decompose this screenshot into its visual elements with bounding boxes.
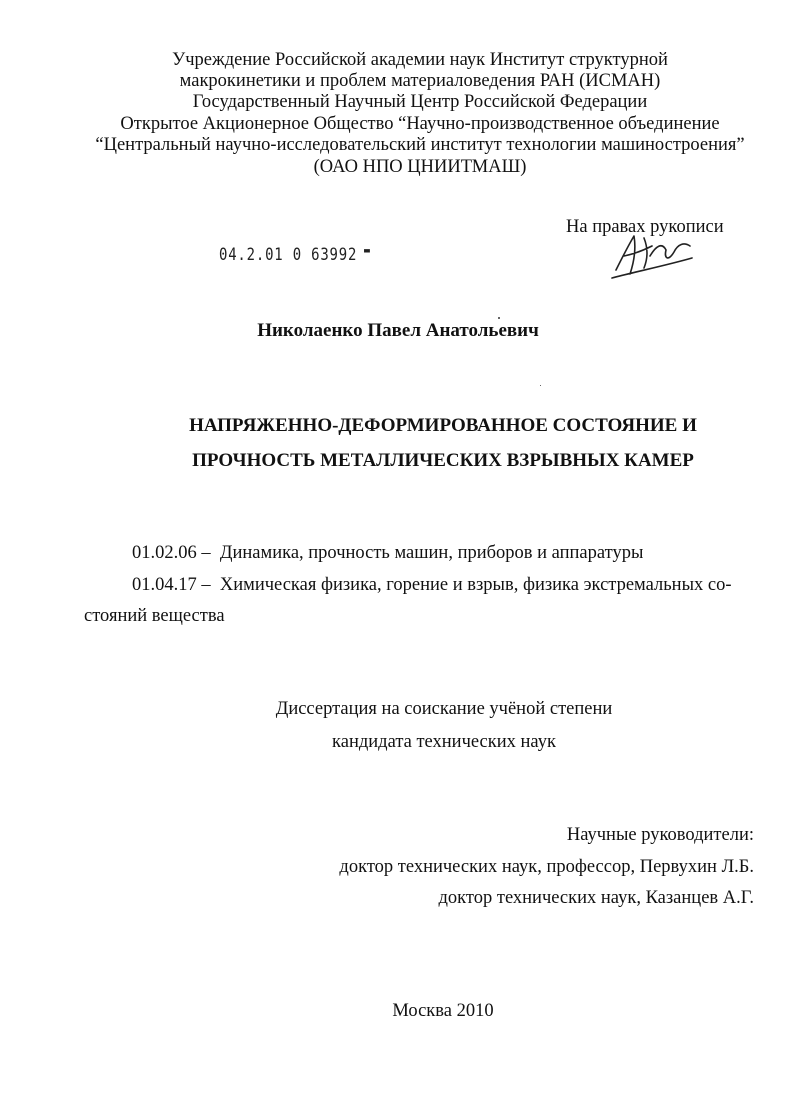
specialty-1-code: 01.02.06 – bbox=[132, 543, 211, 563]
advisors-heading: Научные руководители: bbox=[566, 825, 754, 845]
city-year: Москва 2010 bbox=[392, 1001, 494, 1021]
scan-speck bbox=[498, 317, 500, 319]
scan-speck bbox=[540, 385, 541, 386]
thesis-title-line-1: НАПРЯЖЕННО-ДЕФОРМИРОВАННОЕ СОСТОЯНИЕ И bbox=[189, 415, 697, 436]
author-name: Николаенко Павел Анатольевич bbox=[257, 320, 539, 341]
header-line-2: макрокинетики и проблем материаловедения РАН (ИСМАН) bbox=[179, 71, 661, 91]
header-line-1: Учреждение Российской академии наук Институт структурной bbox=[172, 50, 668, 70]
specialty-1-text: Динамика, прочность машин, приборов и аппаратуры bbox=[219, 543, 644, 563]
stamp-number: 04.2.01 0 63992 bbox=[219, 245, 358, 265]
header-line-5: “Центральный научно-исследовательский институт технологии машиностроения” bbox=[95, 135, 745, 155]
dissertation-line-1: Диссертация на соискание учёной степени bbox=[275, 699, 613, 719]
archive-stamp bbox=[219, 243, 371, 265]
specialty-2 bbox=[132, 575, 732, 596]
specialty-1 bbox=[132, 543, 643, 564]
advisor-1: доктор технических наук, профессор, Первухин Л.Б. bbox=[339, 857, 754, 877]
handwritten-signature bbox=[604, 228, 696, 280]
specialty-2-continuation: стояний вещества bbox=[84, 606, 225, 626]
manuscript-note: На правах рукописи bbox=[566, 217, 724, 237]
thesis-title-line-2: ПРОЧНОСТЬ МЕТАЛЛИЧЕСКИХ ВЗРЫВНЫХ КАМЕР bbox=[192, 450, 694, 471]
header-line-4: Открытое Акционерное Общество “Научно-производственное объединение bbox=[120, 114, 720, 134]
specialty-2-text: Химическая физика, горение и взрыв, физика экстремальных со- bbox=[219, 575, 732, 595]
specialty-2-code: 01.04.17 – bbox=[132, 575, 211, 595]
advisor-2: доктор технических наук, Казанцев А.Г. bbox=[438, 888, 754, 908]
stamp-dash: ▬ bbox=[357, 243, 371, 257]
header-line-3: Государственный Научный Центр Российской Федерации bbox=[192, 92, 648, 112]
header-line-6: (ОАО НПО ЦНИИТМАШ) bbox=[313, 157, 527, 177]
dissertation-line-2: кандидата технических наук bbox=[332, 732, 556, 752]
